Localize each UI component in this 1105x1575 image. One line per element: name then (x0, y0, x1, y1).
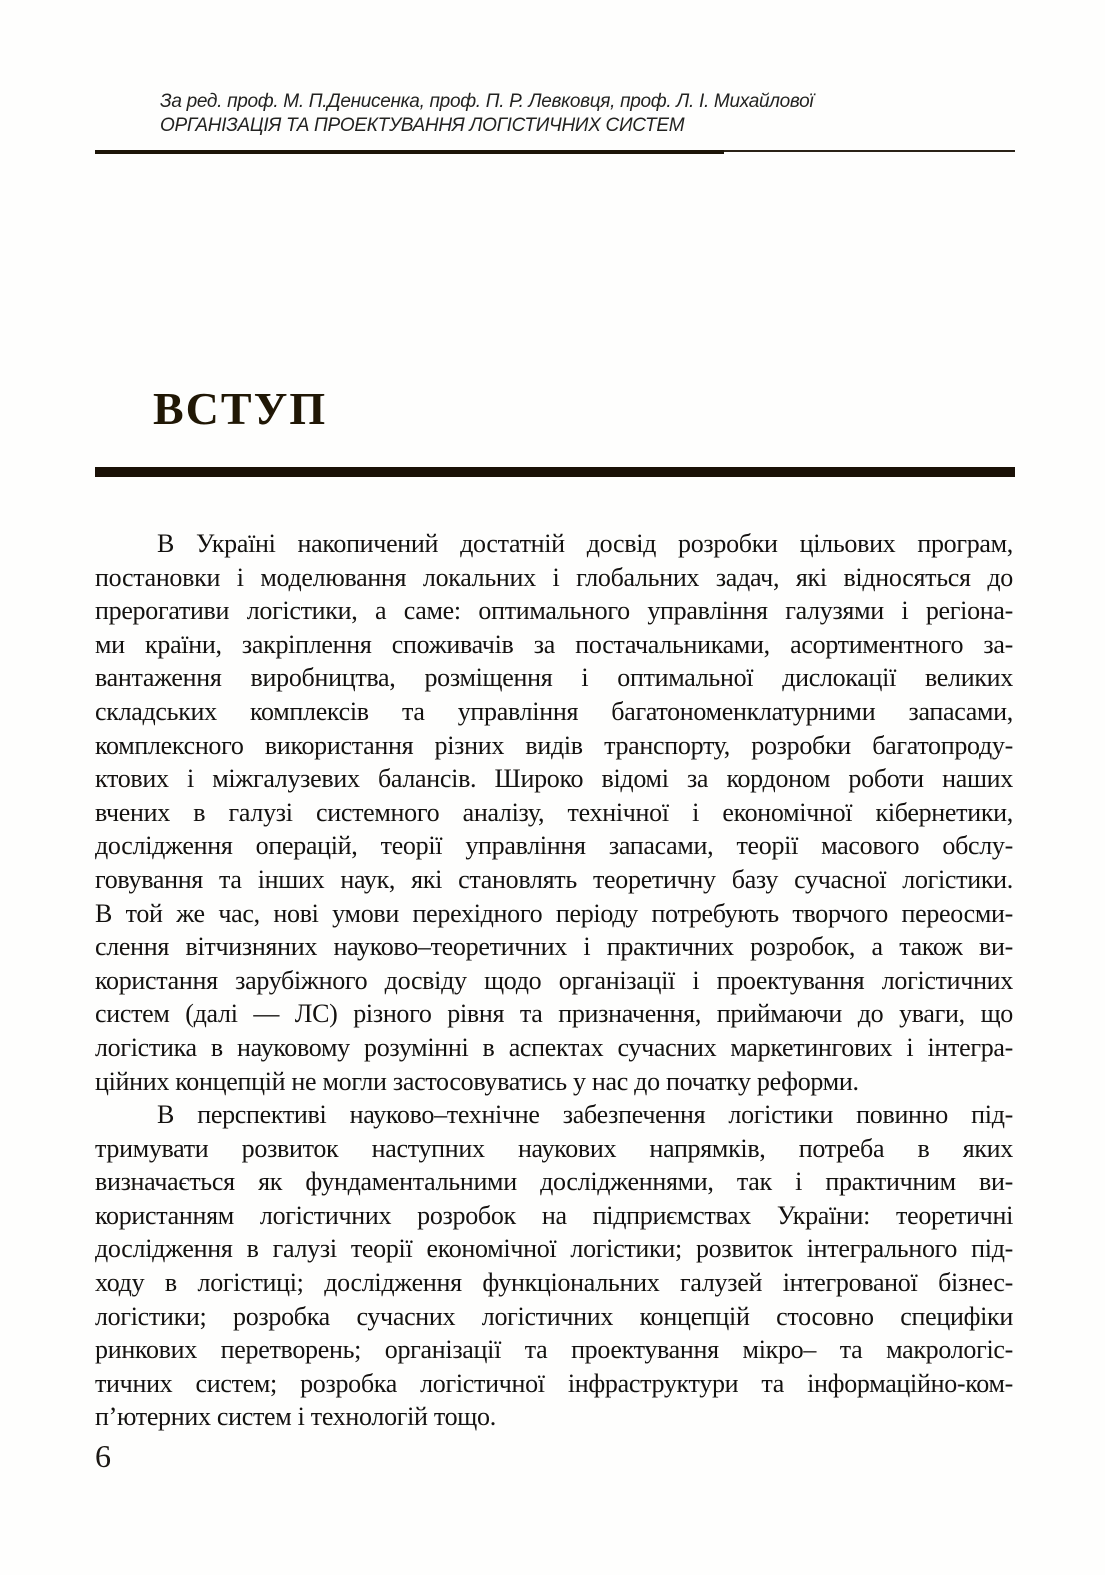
text-line: логістики; розробка сучасних логістичних концепцій стосовно специфіки (95, 1301, 1013, 1331)
text-line: постановки і моделювання локальних і глобальних задач, які відносяться до (95, 562, 1013, 592)
text-line: логістика в науковому розумінні в аспектах сучасних маркетингових і інтегра- (95, 1032, 1013, 1062)
text-line: прерогативи логістики, а саме: оптимального управління галузями і регіона- (95, 596, 1013, 626)
text-line: В перспективі науково–технічне забезпечення логістики повинно під- (157, 1100, 1013, 1130)
body-text (95, 527, 1013, 1434)
title-divider-bar (95, 467, 1015, 477)
text-line: комплексного використання різних видів транспорту, розробки багатопроду- (95, 730, 1013, 760)
text-line: дослідження в галузі теорії економічної логістики; розвиток інтегрального під- (95, 1234, 1013, 1264)
text-line: дослідження операцій, теорії управління запасами, теорії масового обслу- (95, 831, 1013, 861)
text-line: систем (далі — ЛС) різного рівня та призначення, приймаючи до уваги, що (95, 999, 1013, 1029)
header-rule-thick-segment (95, 150, 724, 154)
text-line: ми країни, закріплення споживачів за постачальниками, асортиментного за- (95, 629, 1013, 659)
text-line: вчених в галузі системного аналізу, технічної і економічної кібернетики, (95, 797, 1013, 827)
header-editors-line: За ред. проф. М. П.Денисенка, проф. П. Р. Левковця, проф. Л. І. Михайлової (160, 91, 814, 112)
text-line: говування та інших наук, які становлять теоретичну базу сучасної логістики. (95, 864, 1013, 894)
text-line: п’ютерних систем і технологій тощо. (95, 1402, 496, 1432)
text-line: користанням логістичних розробок на підприємствах України: теоретичні (95, 1200, 1013, 1230)
text-line: вантаження виробництва, розміщення і оптимальної дислокації великих (95, 663, 1013, 693)
text-line: ходу в логістиці; дослідження функціональних галузей інтегрованої бізнес- (95, 1268, 1013, 1298)
page-number: 6 (95, 1438, 111, 1474)
text-line: користання зарубіжного досвіду щодо організації і проектування логістичних (95, 965, 1013, 995)
header-rule-thin-segment (724, 150, 1015, 152)
text-line: В той же час, нові умови перехідного періоду потребують творчого переосми- (95, 898, 1013, 928)
text-line: складських комплексів та управління багатономенклатурними запасами, (95, 696, 1013, 726)
running-header (160, 90, 813, 138)
chapter-title: ВСТУП (153, 383, 328, 434)
text-line: В Україні накопичений достатній досвід розробки цільових програм, (157, 529, 1013, 558)
text-line: ктових і міжгалузевих балансів. Широко відомі за кордоном роботи наших (95, 764, 1013, 794)
header-book-title: ОРГАНІЗАЦІЯ ТА ПРОЕКТУВАННЯ ЛОГІСТИЧНИХ СИСТЕМ (160, 115, 685, 136)
text-line: слення вітчизняних науково–теоретичних і практичних розробок, а також ви- (95, 932, 1013, 962)
text-line: тичних систем; розробка логістичної інфраструктури та інформаційно-ком- (95, 1368, 1013, 1398)
text-line: ринкових перетворень; організації та проектування мікро– та макрологіс- (95, 1335, 1013, 1365)
text-line: ційних концепцій не могли застосовуватись у нас до початку реформи. (95, 1066, 859, 1096)
text-line: тримувати розвиток наступних наукових напрямків, потреба в яких (95, 1133, 1013, 1163)
text-line: визначається як фундаментальними дослідженнями, так і практичним ви- (95, 1167, 1013, 1197)
